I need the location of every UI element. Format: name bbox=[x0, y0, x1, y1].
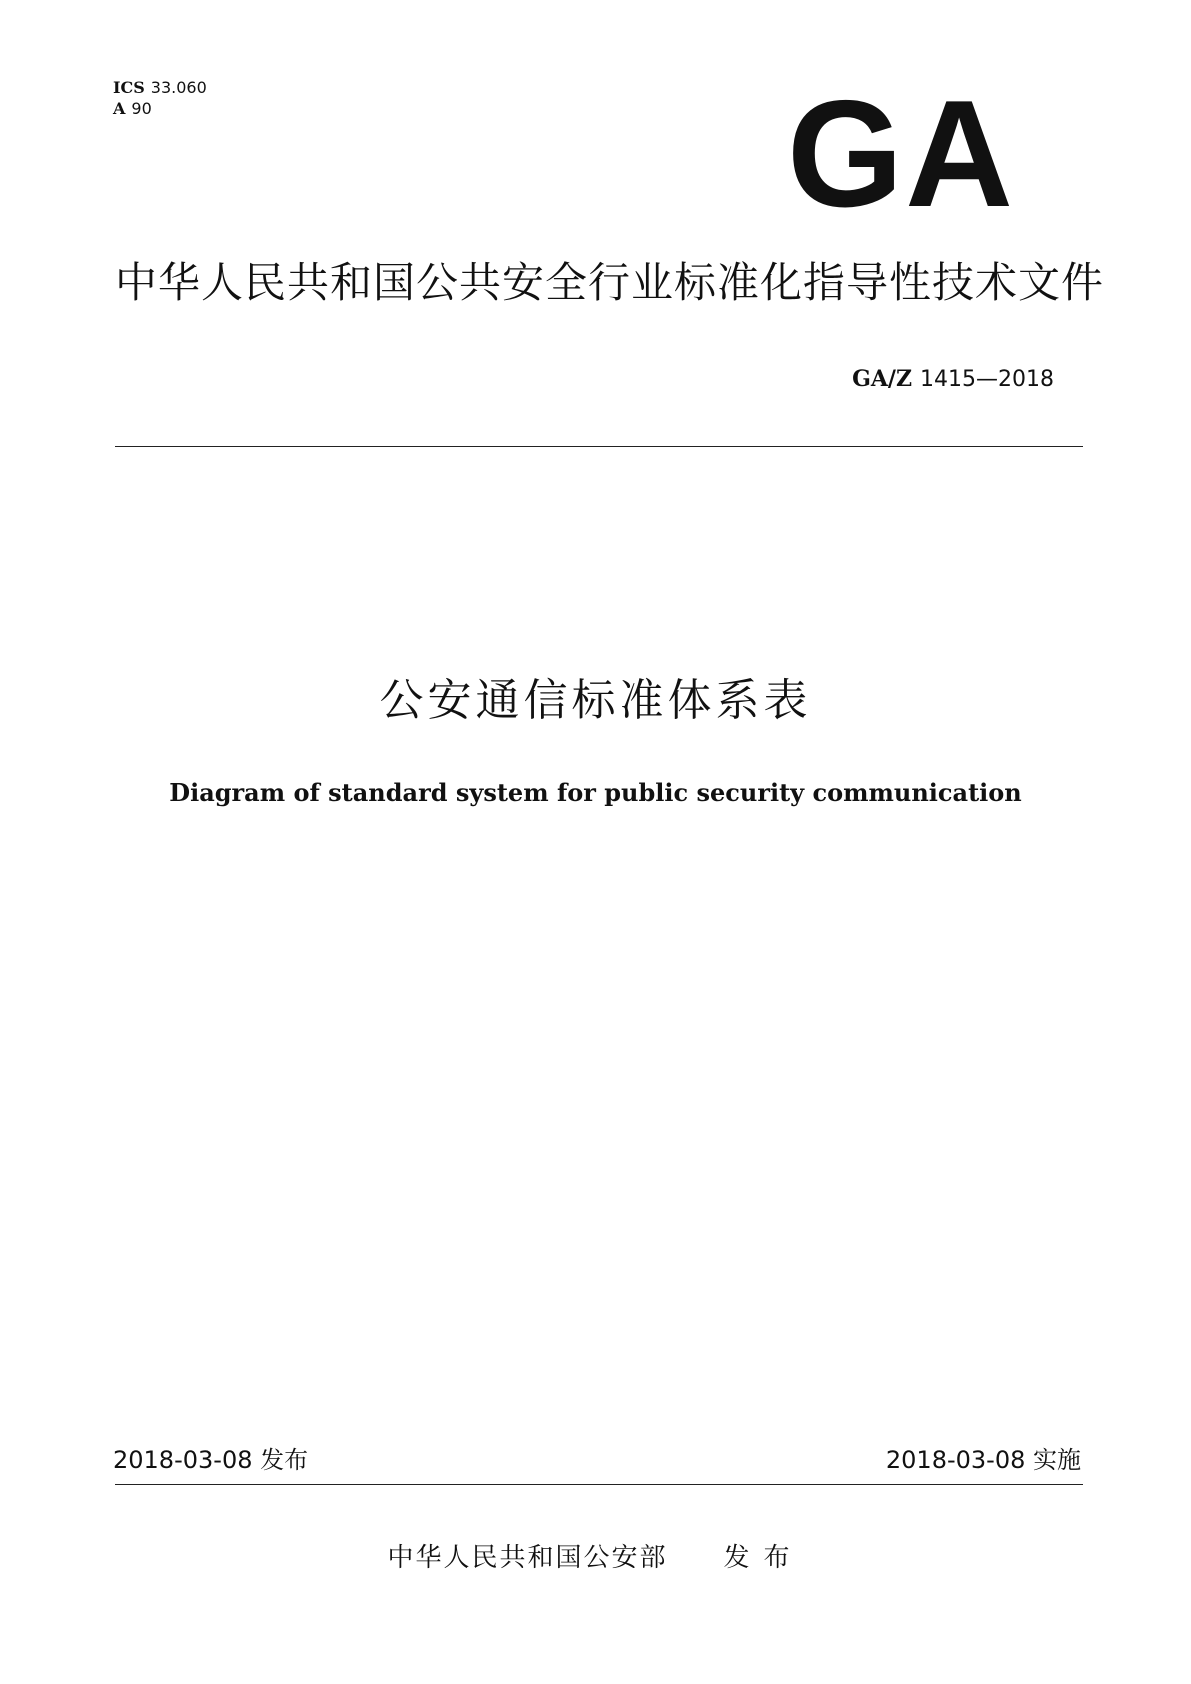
ga-logo bbox=[786, 90, 1016, 210]
document-number-value: 1415—2018 bbox=[920, 367, 1054, 392]
ccs-code bbox=[113, 99, 152, 119]
document-title-en: Diagram of standard system for public security communication bbox=[169, 778, 1022, 807]
implementation-date: 2018-03-08 实施 bbox=[885, 1446, 1081, 1474]
ccs-value: 90 bbox=[131, 99, 152, 118]
main-heading: 中华人民共和国公共安全行业标准化指导性技术文件 bbox=[115, 258, 1105, 307]
publisher-action: 发布 bbox=[723, 1543, 804, 1573]
ics-value: 33.060 bbox=[150, 78, 207, 97]
publisher bbox=[0, 1541, 1191, 1575]
ics-label: ICS bbox=[113, 78, 145, 97]
ccs-label: A bbox=[113, 99, 126, 118]
issue-date: 2018-03-08 发布 bbox=[113, 1446, 309, 1474]
document-title-cn: 公安通信标准体系表 bbox=[379, 675, 812, 726]
ics-code bbox=[113, 78, 207, 98]
document-code: GA/Z bbox=[852, 366, 913, 392]
document-number bbox=[852, 365, 1054, 394]
header-divider bbox=[115, 446, 1083, 447]
footer-divider bbox=[115, 1484, 1083, 1485]
publisher-name: 中华人民共和国公安部 bbox=[387, 1543, 668, 1573]
ga-logo-text: GA bbox=[787, 90, 1015, 210]
